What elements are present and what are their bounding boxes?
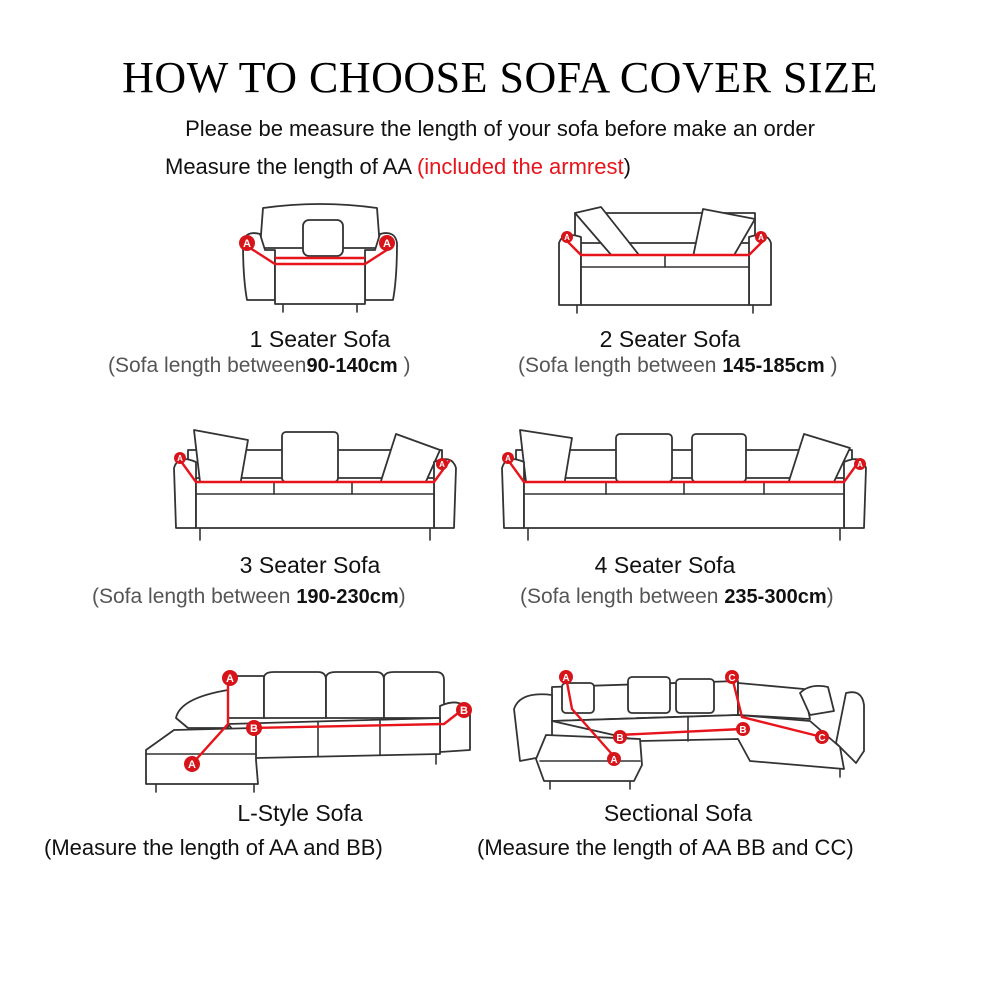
svg-text:A: A (610, 755, 618, 766)
svg-text:C: C (728, 673, 736, 684)
marker-a-left (502, 452, 514, 464)
svg-text:A: A (857, 460, 863, 469)
marker-a-right (379, 235, 395, 251)
marker-a-bottom (607, 752, 621, 766)
marker-a-top (559, 670, 573, 684)
marker-a-right (854, 458, 866, 470)
sofa-name-3-seater: 3 Seater Sofa (239, 552, 381, 578)
sofa-pillow (520, 430, 572, 486)
sofa-range-2-seater: (Sofa length between 145-185cm ) (518, 354, 838, 377)
sofa-pillow (616, 434, 672, 482)
sofa-left-arm (174, 459, 196, 528)
sofa-name-4-seater: 4 Seater Sofa (594, 552, 736, 578)
sofa-back-cushion (326, 672, 384, 718)
svg-text:A: A (226, 673, 234, 685)
svg-text:C: C (818, 733, 826, 744)
sofa-back-cushion (384, 672, 444, 718)
sectional-sofa-diagram (510, 665, 870, 800)
sofa-name-2-seater: 2 Seater Sofa (599, 326, 741, 352)
svg-text:A: A (177, 454, 183, 463)
marker-b-left (613, 730, 627, 744)
sofa-name-sectional: Sectional Sofa (603, 800, 753, 826)
svg-text:A: A (562, 673, 570, 684)
instruction-highlight: included the armrest (424, 154, 624, 179)
svg-text:A: A (564, 233, 570, 242)
sofa-pillow (692, 434, 746, 482)
sofa-pillow (303, 220, 343, 256)
marker-c-right (815, 730, 829, 744)
marker-a-right (436, 458, 448, 470)
l-style-sofa-diagram (140, 668, 480, 803)
sofa-pillow (282, 432, 338, 482)
marker-a-left (561, 231, 573, 243)
one-seater-sofa-diagram (235, 198, 405, 320)
instruction-prefix: Measure the length of AA (165, 154, 417, 179)
two-seater-sofa-diagram (555, 205, 775, 320)
sofa-range-sectional: (Measure the length of AA BB and CC) (477, 835, 854, 860)
sofa-seat (196, 482, 434, 528)
sofa-right-arm (844, 459, 866, 528)
sofa-name-l-style: L-Style Sofa (237, 800, 363, 826)
sofa-right-arm (434, 459, 456, 528)
svg-text:B: B (250, 723, 258, 735)
sofa-range-3-seater: (Sofa length between 190-230cm) (92, 585, 406, 608)
sofa-chaise (146, 728, 258, 784)
svg-text:A: A (243, 238, 251, 250)
svg-text:A: A (383, 238, 391, 250)
sofa-range-4-seater: (Sofa length between 235-300cm) (520, 585, 834, 608)
svg-text:B: B (460, 705, 468, 717)
sofa-pillow (194, 430, 248, 486)
sofa-name-1-seater: 1 Seater Sofa (249, 326, 391, 352)
sofa-chaise (536, 735, 642, 781)
sofa-pillow (676, 679, 714, 713)
marker-c-top (725, 670, 739, 684)
marker-b-right (456, 702, 472, 718)
marker-b-right (736, 722, 750, 736)
marker-a-left (174, 452, 186, 464)
svg-text:A: A (505, 454, 511, 463)
instruction-open-paren: ( (416, 154, 425, 179)
three-seater-sofa-diagram (170, 428, 460, 546)
marker-a-bottom (184, 756, 200, 772)
instruction-close-paren: ) (623, 154, 631, 179)
marker-a-right (755, 231, 767, 243)
page-title: HOW TO CHOOSE SOFA COVER SIZE (122, 53, 878, 102)
sofa-corner-back (738, 683, 810, 719)
svg-text:B: B (739, 725, 747, 736)
sofa-range-l-style: (Measure the length of AA and BB) (44, 835, 383, 860)
measure-instruction (165, 154, 631, 180)
svg-text:A: A (439, 460, 445, 469)
marker-b-left (246, 720, 262, 736)
svg-text:A: A (188, 759, 196, 771)
svg-text:B: B (616, 733, 624, 744)
sofa-left-arm (502, 459, 524, 528)
sofa-left-back (176, 690, 228, 728)
subtitle: Please be measure the length of your sofa before make an order (185, 116, 815, 141)
sofa-range-1-seater: (Sofa length between90-140cm ) (108, 354, 411, 377)
marker-a-left (239, 235, 255, 251)
marker-a-top (222, 670, 238, 686)
sofa-back-cushion (264, 672, 326, 718)
four-seater-sofa-diagram (498, 428, 870, 546)
svg-text:A: A (758, 233, 764, 242)
sofa-pillow (628, 677, 670, 713)
